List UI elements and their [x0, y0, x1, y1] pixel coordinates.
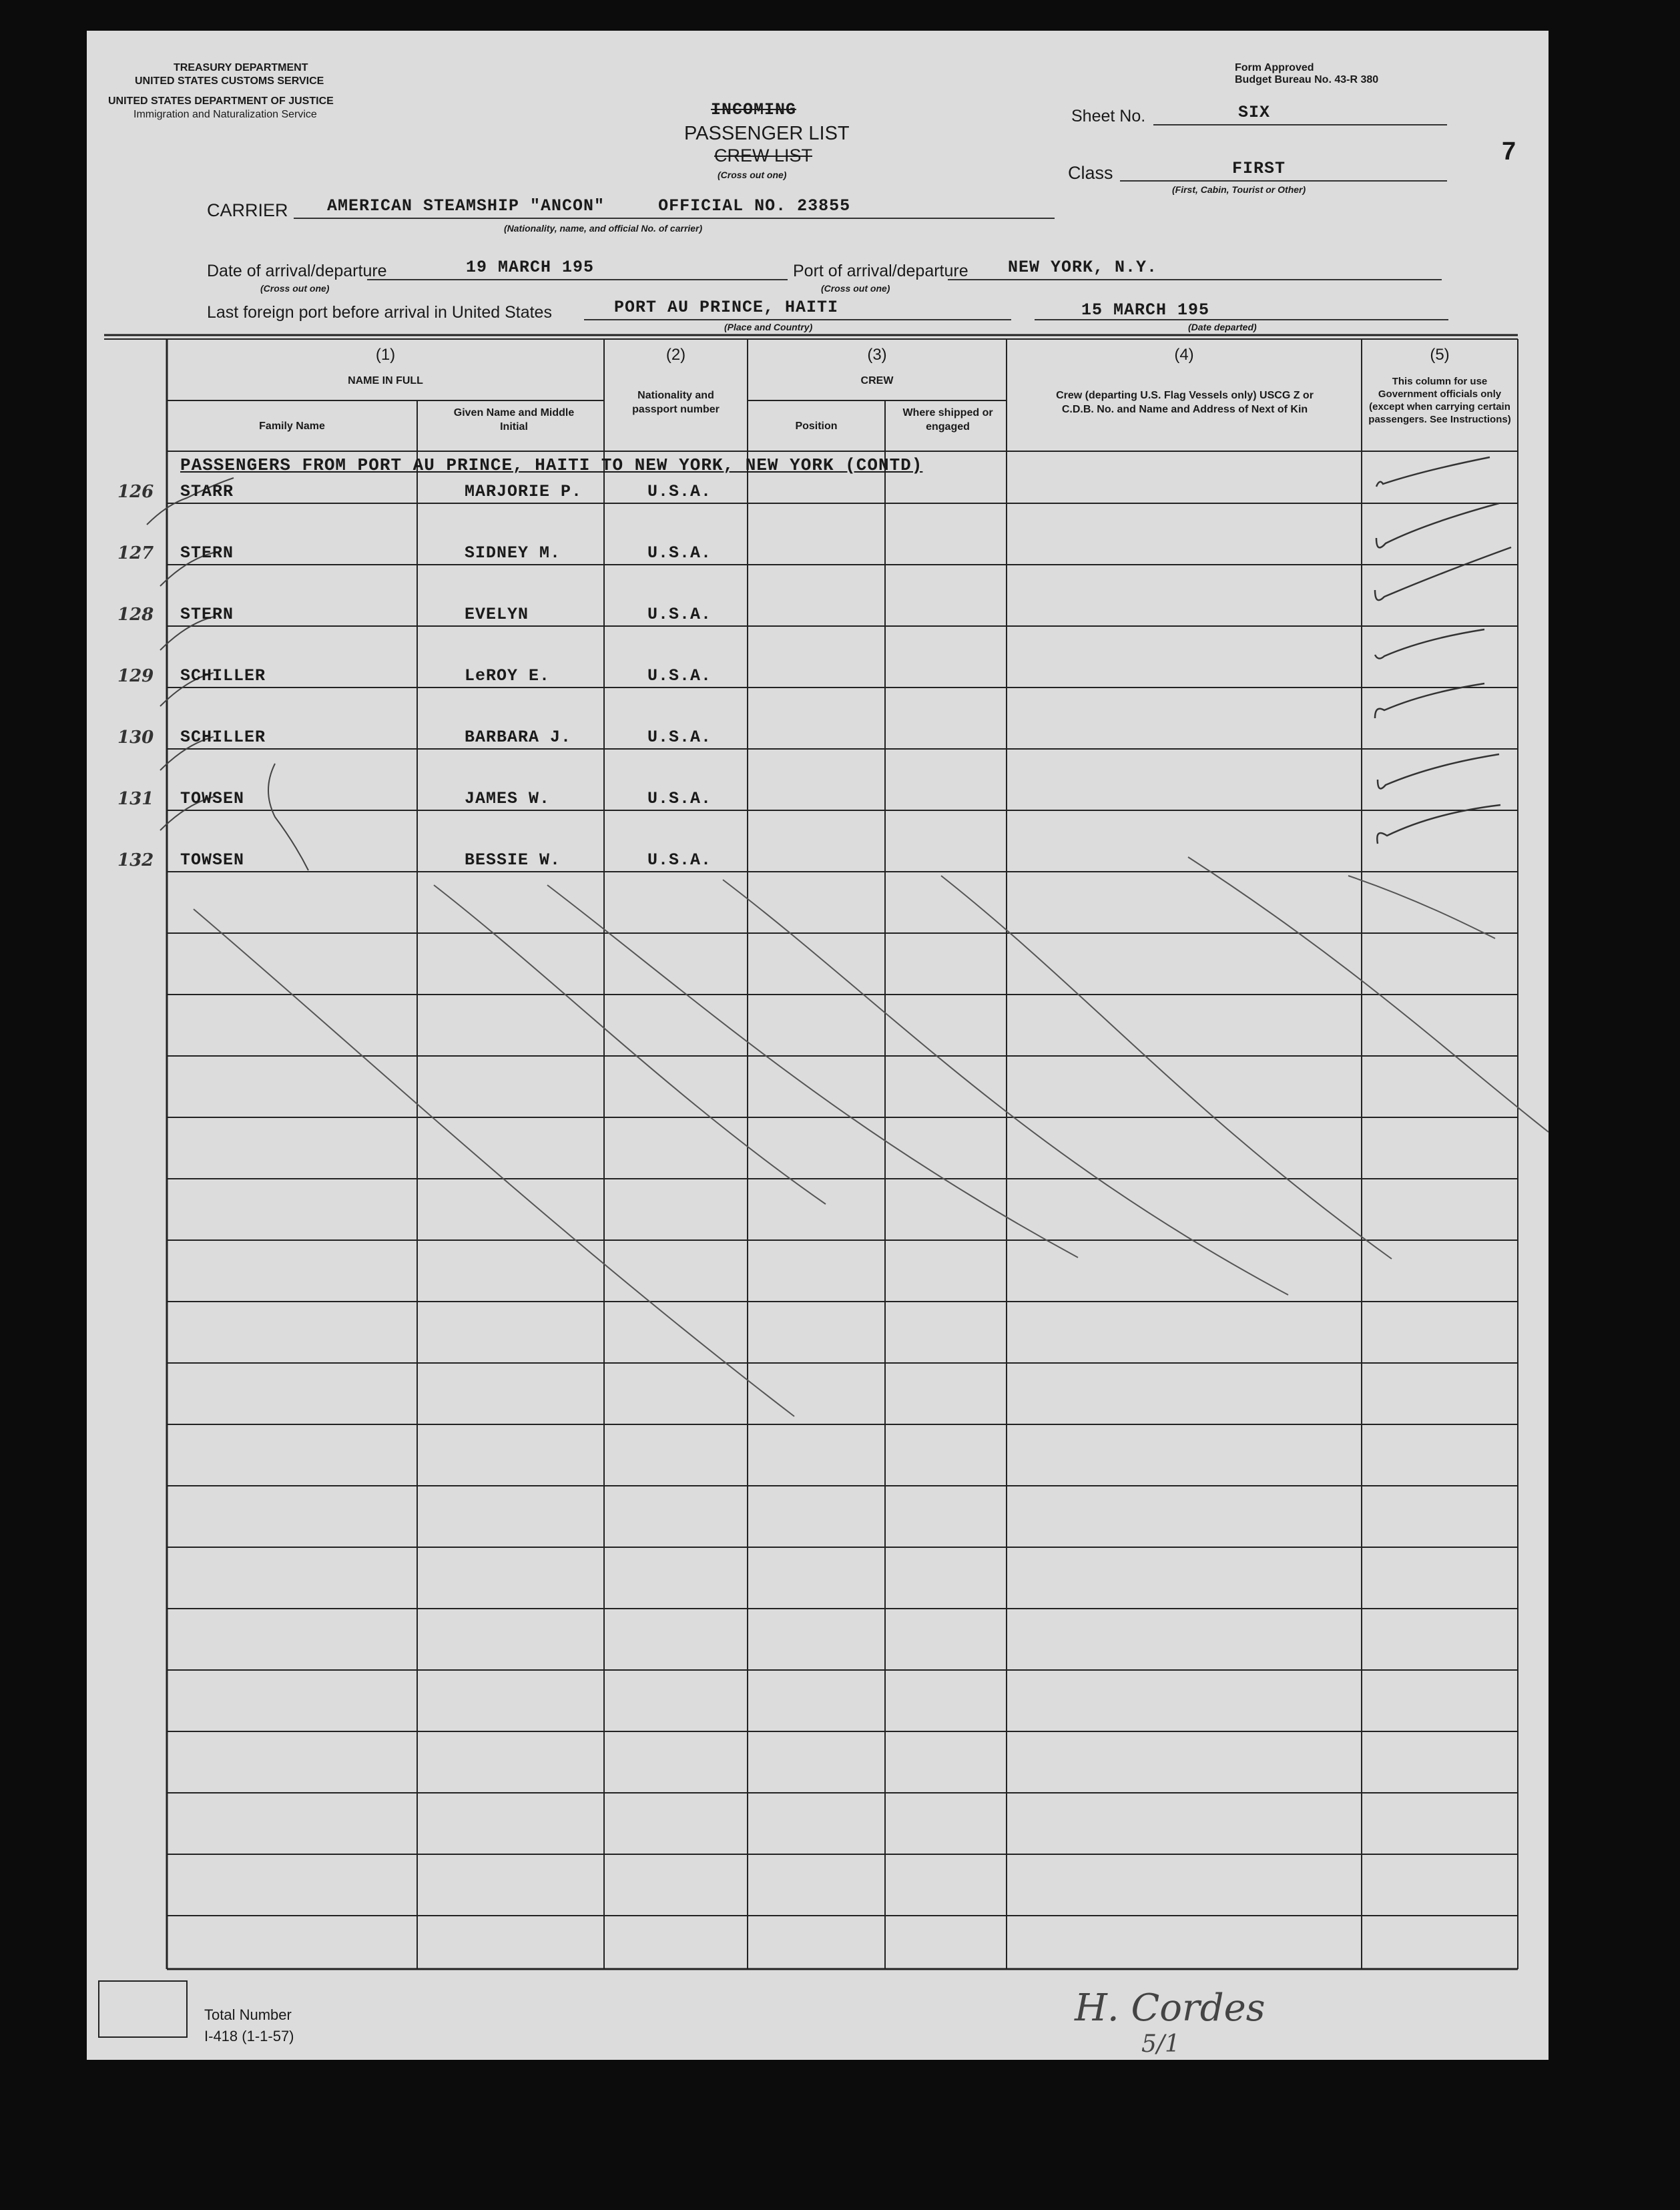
family-name: STERN [180, 543, 234, 563]
row-number: 126 [117, 482, 154, 502]
col3-number: (3) [867, 346, 887, 364]
col3-position: Position [795, 421, 838, 432]
total-number-label: Total Number [204, 2006, 292, 2023]
row-number: 127 [117, 543, 154, 563]
agency-line-3: UNITED STATES DEPARTMENT OF JUSTICE [108, 95, 334, 107]
crew-list-struck: CREW LIST [714, 146, 813, 166]
row-number: 131 [117, 789, 154, 809]
row-number: 128 [117, 605, 154, 625]
given-name: EVELYN [465, 605, 529, 624]
family-name: SCHILLER [180, 728, 266, 747]
nationality: U.S.A. [647, 482, 712, 501]
last-port-label: Last foreign port before arrival in United States [207, 303, 552, 322]
col1-title: NAME IN FULL [348, 375, 423, 386]
signature-initials: 5/1 [1141, 2030, 1180, 2058]
nationality: U.S.A. [647, 789, 712, 808]
nationality: U.S.A. [647, 543, 712, 563]
col1-given-name: Given Name and Middle Initial [453, 407, 575, 433]
col3-title: CREW [860, 375, 894, 386]
col3-where-shipped: Where shipped or engaged [902, 407, 993, 433]
date-departed-value: 15 MARCH 195 [1081, 300, 1210, 320]
row-number: 130 [117, 728, 154, 748]
given-name: LeROY E. [465, 666, 551, 685]
form-document [87, 31, 1549, 2060]
title-cross-out-note: (Cross out one) [718, 170, 787, 180]
col4-title: Crew (departing U.S. Flag Vessels only) USCG Z or C.D.B. No. and Name and Address of Next of Kin [1056, 390, 1314, 415]
last-port-note: (Place and Country) [724, 322, 813, 332]
col2-number: (2) [665, 346, 686, 364]
section-heading: PASSENGERS FROM PORT AU PRINCE, HAITI TO NEW YORK, NEW YORK (CONTD) [180, 455, 923, 475]
family-name: SCHILLER [180, 666, 266, 685]
date-note: (Cross out one) [260, 283, 330, 294]
sheet-value: SIX [1238, 103, 1271, 122]
col1-number: (1) [375, 346, 396, 364]
nationality: U.S.A. [647, 605, 712, 624]
last-port-value: PORT AU PRINCE, HAITI [614, 298, 839, 317]
nationality: U.S.A. [647, 666, 712, 685]
col2-title: Nationality and passport number [632, 390, 720, 415]
family-name: TOWSEN [180, 789, 245, 808]
form-number: I-418 (1-1-57) [204, 2028, 294, 2044]
class-label: Class [1068, 163, 1113, 183]
given-name: MARJORIE P. [465, 482, 583, 501]
budget-bureau-number: Budget Bureau No. 43-R 380 [1235, 74, 1379, 85]
form-approved: Form Approved [1235, 62, 1314, 73]
given-name: BESSIE W. [465, 850, 561, 870]
col1-family-name: Family Name [259, 421, 325, 432]
table-grid [87, 31, 1549, 2060]
nationality: U.S.A. [647, 728, 712, 747]
date-value: 19 MARCH 195 [466, 258, 595, 277]
carrier-label: CARRIER [207, 200, 288, 220]
agency-line-1: TREASURY DEPARTMENT [174, 62, 308, 73]
col4-number: (4) [1174, 346, 1194, 364]
date-label: Date of arrival/departure [207, 262, 387, 280]
port-value: NEW YORK, N.Y. [1008, 258, 1158, 277]
row-number: 132 [117, 850, 154, 870]
date-departed-note: (Date departed) [1188, 322, 1257, 332]
page-number: 7 [1502, 137, 1516, 166]
sheet-label: Sheet No. [1071, 107, 1146, 125]
given-name: SIDNEY M. [465, 543, 561, 563]
port-note: (Cross out one) [821, 283, 890, 294]
carrier-note: (Nationality, name, and official No. of carrier) [504, 223, 703, 234]
class-note: (First, Cabin, Tourist or Other) [1172, 184, 1306, 195]
family-name: STERN [180, 605, 234, 624]
nationality: U.S.A. [647, 850, 712, 870]
col5-number: (5) [1430, 346, 1450, 364]
family-name: STARR [180, 482, 234, 501]
given-name: JAMES W. [465, 789, 551, 808]
col5-title: This column for use Government officials only (except when carrying certain passengers. See Instructions) [1368, 376, 1511, 425]
agency-line-2: UNITED STATES CUSTOMS SERVICE [135, 75, 324, 87]
list-title: PASSENGER LIST [684, 123, 850, 144]
carrier-value: AMERICAN STEAMSHIP "ANCON" OFFICIAL NO. 23855 [327, 196, 851, 216]
port-label: Port of arrival/departure [793, 262, 968, 280]
family-name: TOWSEN [180, 850, 245, 870]
given-name: BARBARA J. [465, 728, 572, 747]
class-value: FIRST [1232, 159, 1286, 178]
row-number: 129 [117, 666, 154, 686]
incoming-struck: INCOMING [711, 100, 797, 119]
agency-line-4: Immigration and Naturalization Service [133, 109, 317, 120]
inspector-signature: H. Cordes [1075, 1986, 1266, 2030]
